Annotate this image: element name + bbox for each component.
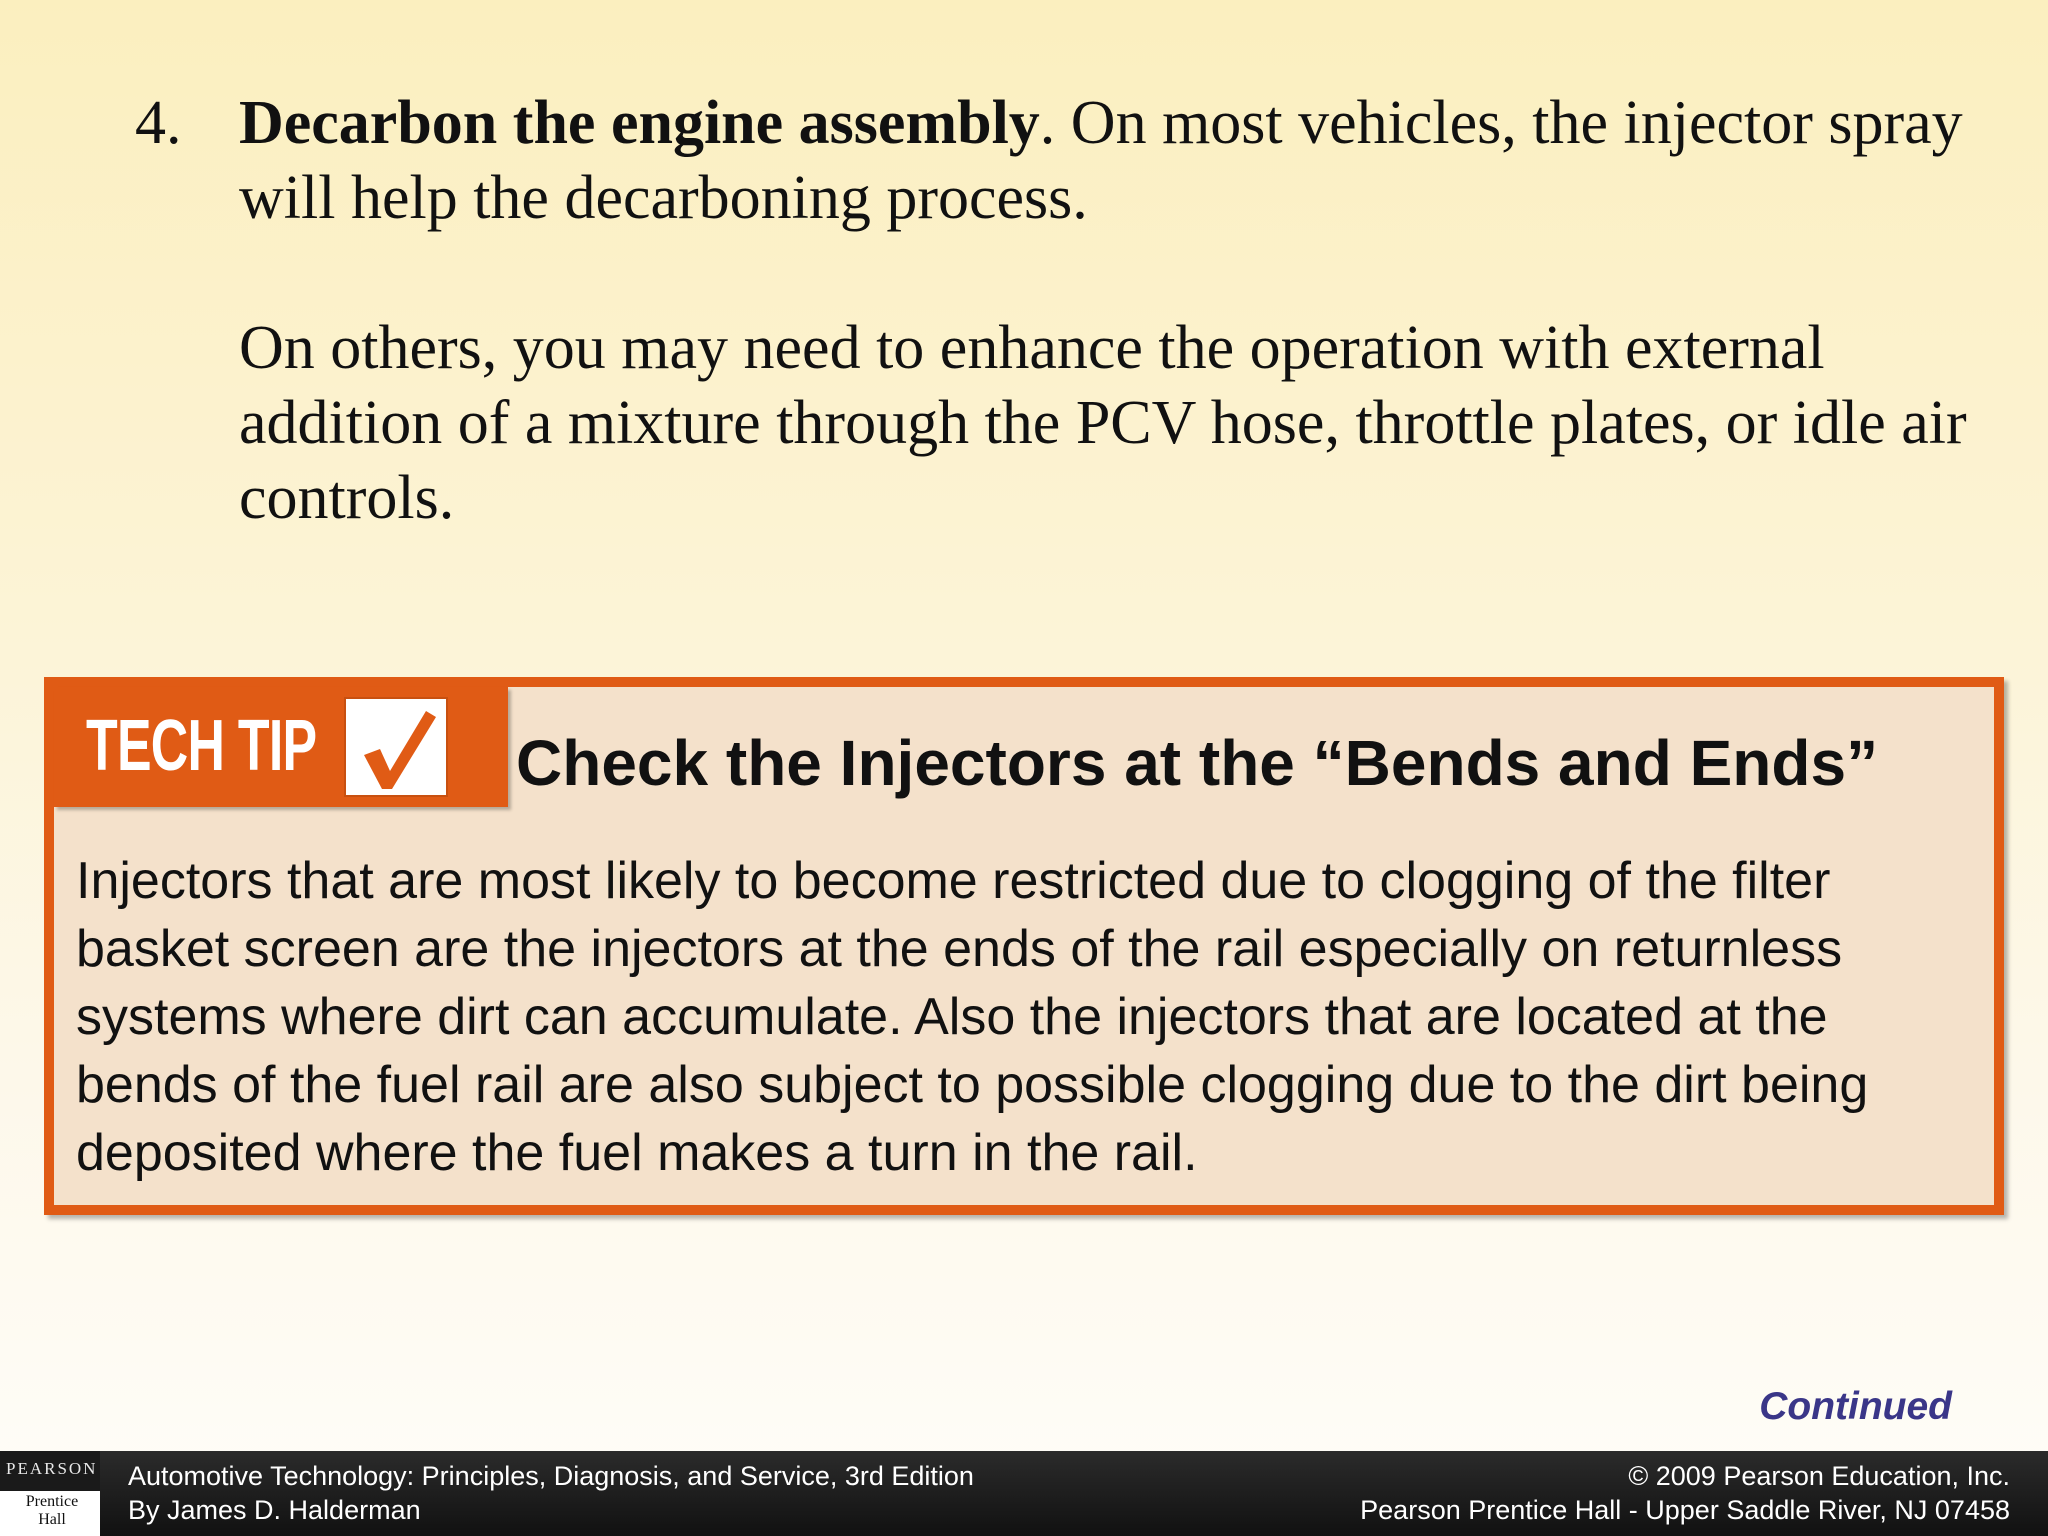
continued-label: Continued [1759, 1385, 1952, 1428]
step-number: 4. [135, 89, 182, 157]
step-4 [135, 86, 1975, 536]
step-heading [239, 86, 1975, 236]
tech-tip-body: Injectors that are most likely to become restricted due to clogging of the filter basket screen are the injectors at the ends of the rail especially on returnless systems where dirt can accumulate. Also the injectors that are located at the bends of the fuel rail are also subject to possible clogging due to the dirt being deposited where the fuel makes a turn in the rail. [76, 852, 1869, 1182]
tech-tip-title: Check the Injectors at the “Bends and Ends” [516, 727, 1879, 799]
logo-top-text: PEARSON [6, 1459, 98, 1478]
step-paragraph-2: On others, you may need to enhance the operation with external addition of a mixture through the PCV hose, throttle plates, or idle air controls. [239, 314, 1967, 532]
book-title: Automotive Technology: Principles, Diagnosis, and Service, 3rd Edition [128, 1461, 974, 1491]
step-text: . On most vehicles, the injector spray will help the decarboning process. [239, 89, 1963, 232]
tech-tip-box [44, 677, 2004, 1215]
checkmark-icon [344, 697, 448, 797]
author: By James D. Halderman [128, 1495, 421, 1525]
tech-tip-badge [54, 687, 508, 807]
tech-tip-label: TECH TIP [86, 706, 317, 786]
publisher-address: Pearson Prentice Hall - Upper Saddle River, NJ 07458 [1360, 1495, 2010, 1525]
logo-bottom-text: Prentice Hall [25, 1493, 79, 1528]
pearson-logo [0, 1451, 100, 1536]
step-bold-text: Decarbon the engine assembly [239, 89, 1040, 157]
slide-footer [0, 1451, 2048, 1536]
copyright: © 2009 Pearson Education, Inc. [1628, 1461, 2010, 1491]
